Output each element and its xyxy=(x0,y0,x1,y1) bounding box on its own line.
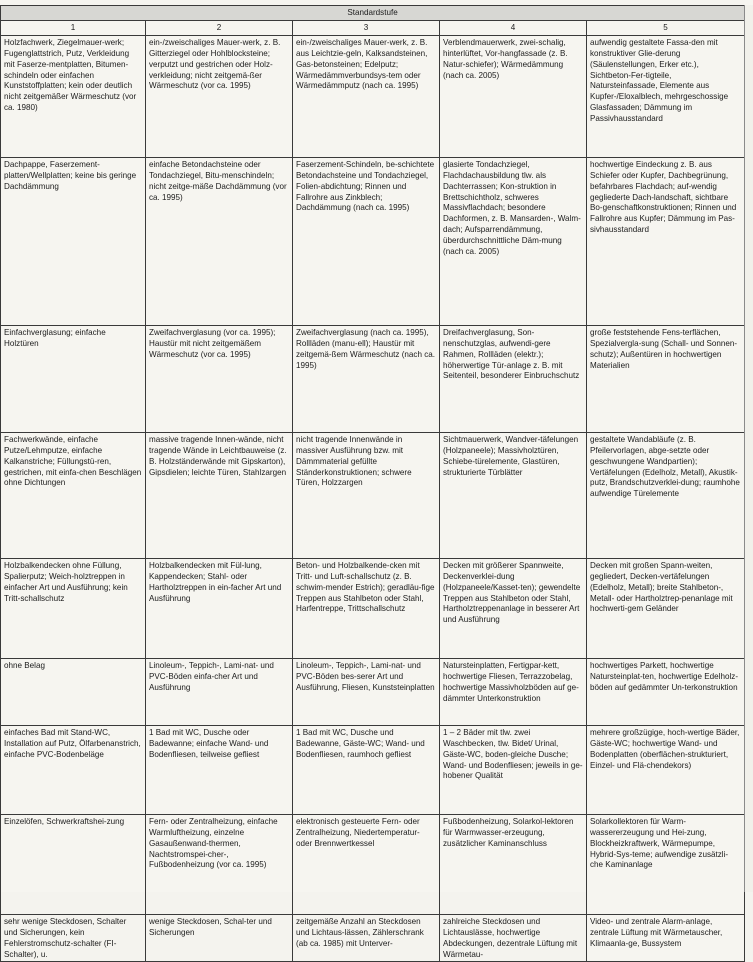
table-row xyxy=(1,157,745,325)
table-cell: ein-/zweischaliges Mauer-werk, z. B. aus Leichtzie-geln, Kalksandsteinen, Gas-betonsteinen; Edelputz; Wärmedämmverbundsys-tem oder Wärmedämmputz (nach ca. 1995) xyxy=(293,35,440,157)
header-row xyxy=(1,6,745,21)
table-cell: massive tragende Innen-wände, nicht tragende Wände in Leichtbauweise (z. B. Holzständerwände mit Gipskarton), Gipsdielen; leichte Türen, Stahlzargen xyxy=(146,432,293,558)
table-row xyxy=(1,35,745,157)
table-cell: Linoleum-, Teppich-, Lami-nat- und PVC-Böden einfa-cher Art und Ausführung xyxy=(146,658,293,725)
table-cell: Dachpappe, Faserzement-platten/Wellplatten; keine bis geringe Dachdämmung xyxy=(1,157,146,325)
table-row xyxy=(1,325,745,432)
table-cell: elektronisch gesteuerte Fern- oder Zentralheizung, Niedertemperatur- oder Brennwertkessel xyxy=(293,814,440,914)
table-cell: 1 Bad mit WC, Dusche oder Badewanne; einfache Wand- und Bodenfliesen, teilweise gefliest xyxy=(146,725,293,814)
table-cell: Verblendmauerwerk, zwei-schalig, hinterlüftet, Vor-hangfassade (z. B. Natur-schiefer); Wärmedämmung (nach ca. 2005) xyxy=(440,35,587,157)
table-cell: Fachwerkwände, einfache Putze/Lehmputze, einfache Kalkanstriche; Füllungstü-ren, gestrichen, mit einfa-chen Beschlägen ohne Dichtungen xyxy=(1,432,146,558)
table-cell: Zweifachverglasung (vor ca. 1995); Haustür mit nicht zeitgemäßem Wärmeschutz (vor ca. 1995) xyxy=(146,325,293,432)
table-cell: ohne Belag xyxy=(1,658,146,725)
table-cell: Linoleum-, Teppich-, Lami-nat- und PVC-Böden bes-serer Art und Ausführung, Fliesen, Kunststeinplatten xyxy=(293,658,440,725)
table-cell: Decken mit großen Spann-weiten, gegliedert, Decken-vertäfelungen (Edelholz, Metall); breite Stahlbeton-, Metall- oder Hartholztrep-penanlage mit hochwerti-gem Geländer xyxy=(587,558,745,658)
table-cell: nicht tragende Innenwände in massiver Ausführung bzw. mit Dämmmaterial gefüllte Ständerkonstruktionen; schwere Türen, Holzzargen xyxy=(293,432,440,558)
table-cell: sehr wenige Steckdosen, Schalter und Sicherungen, kein Fehlerstromschutz-schalter (FI-Schalter), u. xyxy=(1,914,146,962)
table-cell: aufwendig gestaltete Fassa-den mit konstruktiver Glie-derung (Säulenstellungen, Erker etc.), Sichtbeton-Fer-tigteile, Natursteinfassade, Elemente aus Kupfer-/Eloxalblech, mehrgeschossige Glasfassaden; Dämmung im Passivhausstandard xyxy=(587,35,745,157)
table-row xyxy=(1,432,745,558)
table-cell: Zweifachverglasung (nach ca. 1995), Rollläden (manu-ell); Haustür mit zeitgemä-ßem Wärmeschutz (nach ca. 1995) xyxy=(293,325,440,432)
table-cell: ein-/zweischaliges Mauer-werk, z. B. Gitterziegel oder Hohlblocksteine; verputzt und gestrichen oder Holz-verkleidung; nicht zeitgemä-ßer Wärmeschutz (vor ca. 1995) xyxy=(146,35,293,157)
column-number: 5 xyxy=(587,20,745,35)
column-number: 4 xyxy=(440,20,587,35)
table-row xyxy=(1,558,745,658)
table-cell: mehrere großzügige, hoch-wertige Bäder, Gäste-WC; hochwertige Wand- und Bodenplatten (oberflächen-strukturiert, Einzel- und Flä-chendekors) xyxy=(587,725,745,814)
table-cell: Holzbalkendecken mit Fül-lung, Kappendecken; Stahl- oder Hartholztreppen in ein-facher Art und Ausführung xyxy=(146,558,293,658)
table-cell: Dreifachverglasung, Son-nenschutzglas, aufwendi-gere Rahmen, Rollläden (elektr.); höherwertige Tür-anlage z. B. mit Seitenteil, besonderer Einbruchschutz xyxy=(440,325,587,432)
standard-level-table xyxy=(0,5,745,962)
table-cell: Solarkollektoren für Warm-wassererzeugung und Hei-zung, Blockheizkraftwerk, Wärmepumpe, Hybrid-Sys-teme; aufwendige zusätzli-che Kaminanlage xyxy=(587,814,745,914)
table-cell: einfaches Bad mit Stand-WC, Installation auf Putz, Ölfarbenanstrich, einfache PVC-Bodenbeläge xyxy=(1,725,146,814)
table-cell: Fern- oder Zentralheizung, einfache Warmluftheizung, einzelne Gasaußenwand-thermen, Nachtstromspei-cher-, Fußbodenheizung (vor ca. 1995) xyxy=(146,814,293,914)
column-number: 1 xyxy=(1,20,146,35)
table-cell: zeitgemäße Anzahl an Steckdosen und Lichtaus-lässen, Zählerschrank (ab ca. 1985) mit Unterver- xyxy=(293,914,440,962)
table-cell: Beton- und Holzbalkende-cken mit Tritt- und Luft-schallschutz (z. B. schwim-mender Estrich); geradläu-fige Treppen aus Stahlbeton oder Stahl, Harfentreppe, Trittschallschutz xyxy=(293,558,440,658)
table-cell: Einzelöfen, Schwerkraftshei-zung xyxy=(1,814,146,914)
table-row xyxy=(1,914,745,962)
table-row xyxy=(1,725,745,814)
table-cell: Natursteinplatten, Fertigpar-kett, hochwertige Fliesen, Terrazzobelag, hochwertige Massivholzböden auf ge-dämmter Unterkonstruktion xyxy=(440,658,587,725)
table-cell: einfache Betondachsteine oder Tondachziegel, Bitu-menschindeln; nicht zeitge-mäße Dachdämmung (vor ca. 1995) xyxy=(146,157,293,325)
table-cell: hochwertige Eindeckung z. B. aus Schiefer oder Kupfer, Dachbegrünung, befahrbares Flachdach; auf-wendig gegliederte Dach-landschaft, sichtbare Bo-genschaftkonstruktionen; Rinnen und Fallrohre aus Kupfer; Dämmung im Pas-sivhausstandard xyxy=(587,157,745,325)
table-cell: glasierte Tondachziegel, Flachdachausbildung tlw. als Dachterrassen; Kon-struktion in Brettschichtholz, schweres Massivflachdach; besondere Dachformen, z. B. Mansarden-, Walm-dach; Aufsparrendämmung, überdurchschnittliche Däm-mung (nach ca. 2005) xyxy=(440,157,587,325)
table-row xyxy=(1,658,745,725)
table-cell: Fußbodenheizung, Solarkol-lektoren für Warmwasser-erzeugung, zusätzlicher Kaminanschluss xyxy=(440,814,587,914)
table-cell: Einfachverglasung; einfache Holztüren xyxy=(1,325,146,432)
table-cell: Decken mit größerer Spannweite, Deckenverklei-dung (Holzpaneele/Kasset-ten); gewendelte Treppen aus Stahlbeton oder Stahl, Hartholztreppenanlage in besserer Art und Ausführung xyxy=(440,558,587,658)
table-row xyxy=(1,814,745,914)
table-cell: 1 – 2 Bäder mit tlw. zwei Waschbecken, tlw. Bidet/ Urinal, Gäste-WC, boden-gleiche Dusche; Wand- und Bodenfliesen; jeweils in ge-hobener Qualität xyxy=(440,725,587,814)
table-cell: gestaltete Wandabläufe (z. B. Pfeilervorlagen, abge-setzte oder geschwungene Wandpartien); Vertäfelungen (Edelholz, Metall), Akustik-putz, Brandschutzverklei-dung; raumhohe aufwendige Türelemente xyxy=(587,432,745,558)
table-header-title: Standardstufe xyxy=(1,6,745,21)
table-cell: hochwertiges Parkett, hochwertige Natursteinplat-ten, hochwertige Edelholz-böden auf gedämmter Un-terkonstruktion xyxy=(587,658,745,725)
table-cell: große feststehende Fens-terflächen, Spezialvergla-sung (Schall- und Sonnen-schutz); Außentüren in hochwertigen Materialien xyxy=(587,325,745,432)
table-cell: Video- und zentrale Alarm-anlage, zentrale Lüftung mit Wärmetauscher, Klimaanla-ge, Bussystem xyxy=(587,914,745,962)
page-right-edge xyxy=(744,5,753,892)
table-cell: Faserzement-Schindeln, be-schichtete Betondachsteine und Tondachziegel, Folien-abdichtung; Rinnen und Fallrohre aus Zinkblech; Dachdämmung (nach ca. 1995) xyxy=(293,157,440,325)
table-cell: 1 Bad mit WC, Dusche und Badewanne, Gäste-WC; Wand- und Bodenfliesen, raumhoch gefliest xyxy=(293,725,440,814)
table-cell: Sichtmauerwerk, Wandver-täfelungen (Holzpaneele); Massivholztüren, Schiebe-türelemente, Glastüren, strukturierte Türblätter xyxy=(440,432,587,558)
column-number: 2 xyxy=(146,20,293,35)
table-cell: wenige Steckdosen, Schal-ter und Sicherungen xyxy=(146,914,293,962)
column-number: 3 xyxy=(293,20,440,35)
table-cell: Holzfachwerk, Ziegelmauer-werk; Fugenglattstrich, Putz, Verkleidung mit Faserze-mentplatten, Bitumen-schindeln oder einfachen Kunststoffplatten; kein oder deutlich nicht zeitgemäßer Wärmeschutz (vor ca. 1980) xyxy=(1,35,146,157)
table-cell: Holzbalkendecken ohne Füllung, Spalierputz; Weich-holztreppen in einfacher Art und Ausführung; kein Tritt-schallschutz xyxy=(1,558,146,658)
table-cell: zahlreiche Steckdosen und Lichtauslässe, hochwertige Abdeckungen, dezentrale Lüftung mit Wärmetau- xyxy=(440,914,587,962)
column-number-row xyxy=(1,20,745,35)
